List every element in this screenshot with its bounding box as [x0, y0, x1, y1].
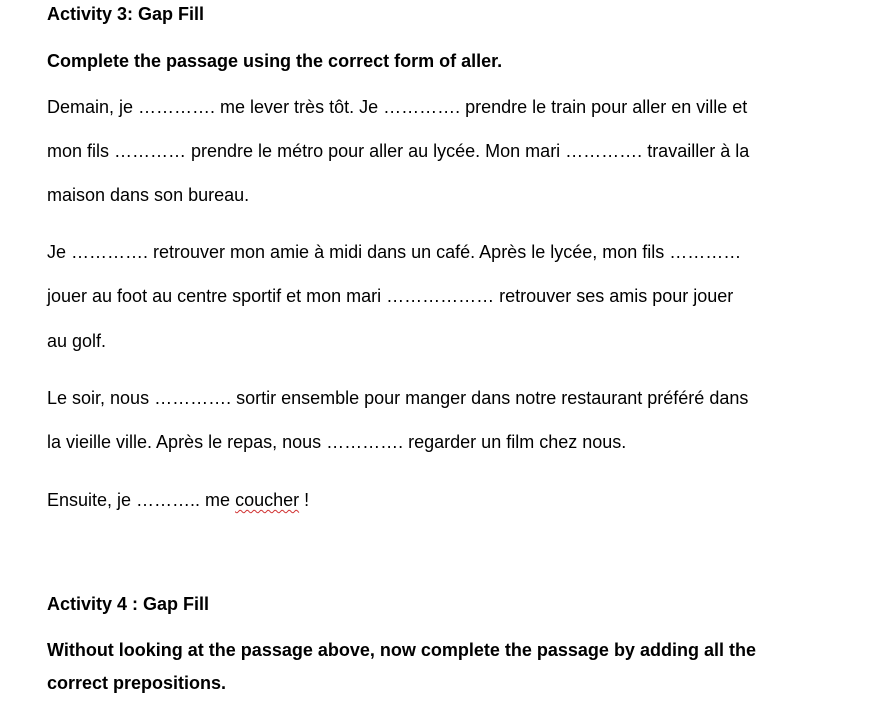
paragraph-line: au golf. [47, 331, 107, 351]
paragraph-line: Demain, je …………. me lever très tôt. Je …………. prendre le train pour aller en ville et [47, 97, 748, 117]
activity4-title: Activity 4 : Gap Fill [47, 594, 210, 614]
activity3-last-line [47, 490, 309, 511]
activity3-instruction: Complete the passage using the correct form of aller. [47, 51, 503, 71]
spellcheck-flagged-word[interactable]: coucher [235, 490, 300, 510]
paragraph-line: Je …………. retrouver mon amie à midi dans un café. Après le lycée, mon fils ………… [47, 242, 742, 262]
last-line-start: Ensuite, je ……….. me [47, 490, 236, 510]
paragraph-line: jouer au foot au centre sportif et mon mari ……………… retrouver ses amis pour jouer [47, 286, 734, 306]
activity3-title: Activity 3: Gap Fill [47, 4, 205, 24]
paragraph-line: mon fils ………… prendre le métro pour aller au lycée. Mon mari …………. travailler à la [47, 141, 750, 161]
last-line-end: ! [299, 490, 310, 510]
activity4-instruction: Without looking at the passage above, now complete the passage by adding all the correct prepositions. [47, 640, 756, 693]
paragraph-line: la vieille ville. Après le repas, nous …………. regarder un film chez nous. [47, 432, 627, 452]
paragraph-line: Le soir, nous …………. sortir ensemble pour manger dans notre restaurant préféré dans [47, 388, 749, 408]
paragraph-line: maison dans son bureau. [47, 185, 250, 205]
